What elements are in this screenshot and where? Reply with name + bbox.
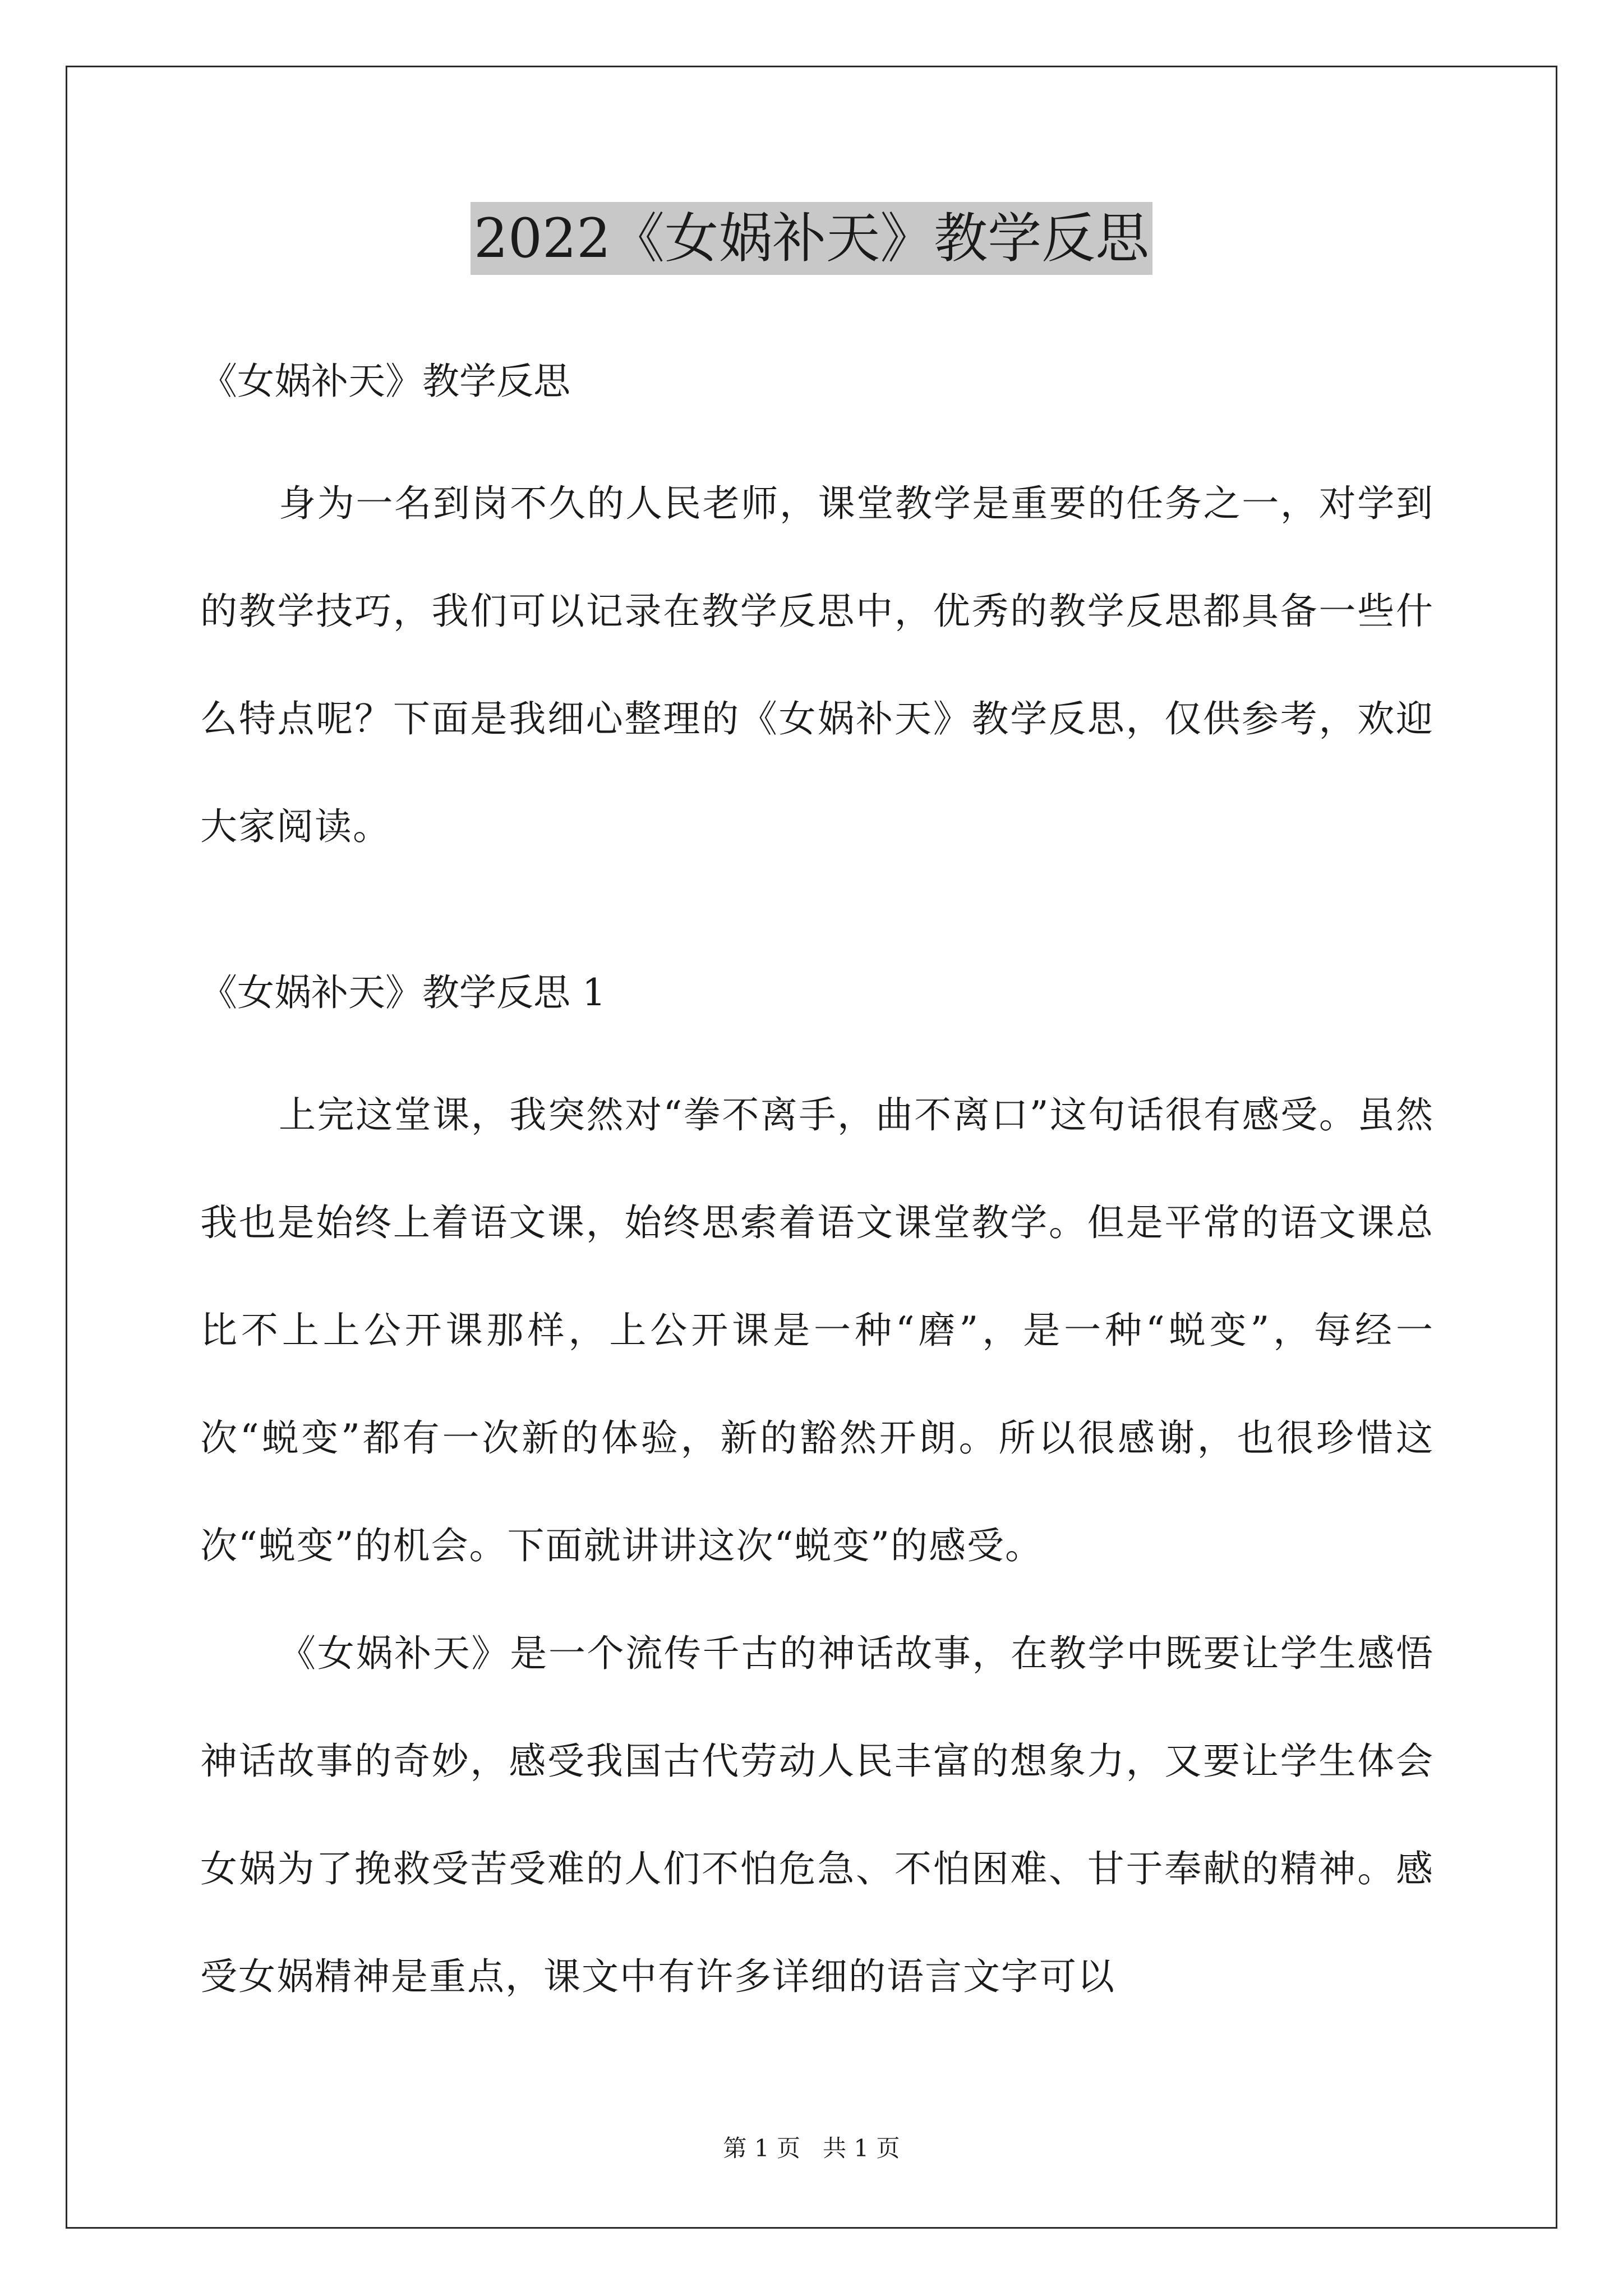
section-heading: 《女娲补天》教学反思 1 bbox=[200, 971, 606, 1014]
body-paragraph: 上完这堂课，我突然对“拳不离手，曲不离口”这句话很有感受。虽然我也是始终上着语文课，始终思索着语文课堂教学。但是平常的语文课总比不上上公开课那样，上公开课是一种“磨”，是一种“蜕变”，每经一次“蜕变”都有一次新的体验，新的豁然开朗。所以很感谢，也很珍惜这次“蜕变”的机会。下面就讲讲这次“蜕变”的感受。 bbox=[200, 1093, 1434, 1567]
body-paragraph: 《女娲补天》是一个流传千古的神话故事，在教学中既要让学生感悟神话故事的奇妙，感受我国古代劳动人民丰富的想象力，又要让学生体会女娲为了挽救受苦受难的人们不怕危急、不怕困难、甘于奉献的精神。感受女娲精神是重点，课文中有许多详细的语言文字可以 bbox=[200, 1632, 1434, 1998]
section-heading: 《女娲补天》教学反思 bbox=[200, 360, 570, 403]
document-title: 2022《女娲补天》教学反思 bbox=[471, 202, 1152, 275]
document-body bbox=[200, 337, 1434, 2031]
page-footer: 第 1 页 共 1 页 bbox=[723, 2134, 900, 2162]
intro-paragraph: 身为一名到岗不久的人民老师，课堂教学是重要的任务之一，对学到的教学技巧，我们可以记录在教学反思中，优秀的教学反思都具备一些什么特点呢？下面是我细心整理的《女娲补天》教学反思，仅供参考，欢迎大家阅读。 bbox=[200, 482, 1434, 848]
title-container bbox=[0, 202, 1623, 275]
